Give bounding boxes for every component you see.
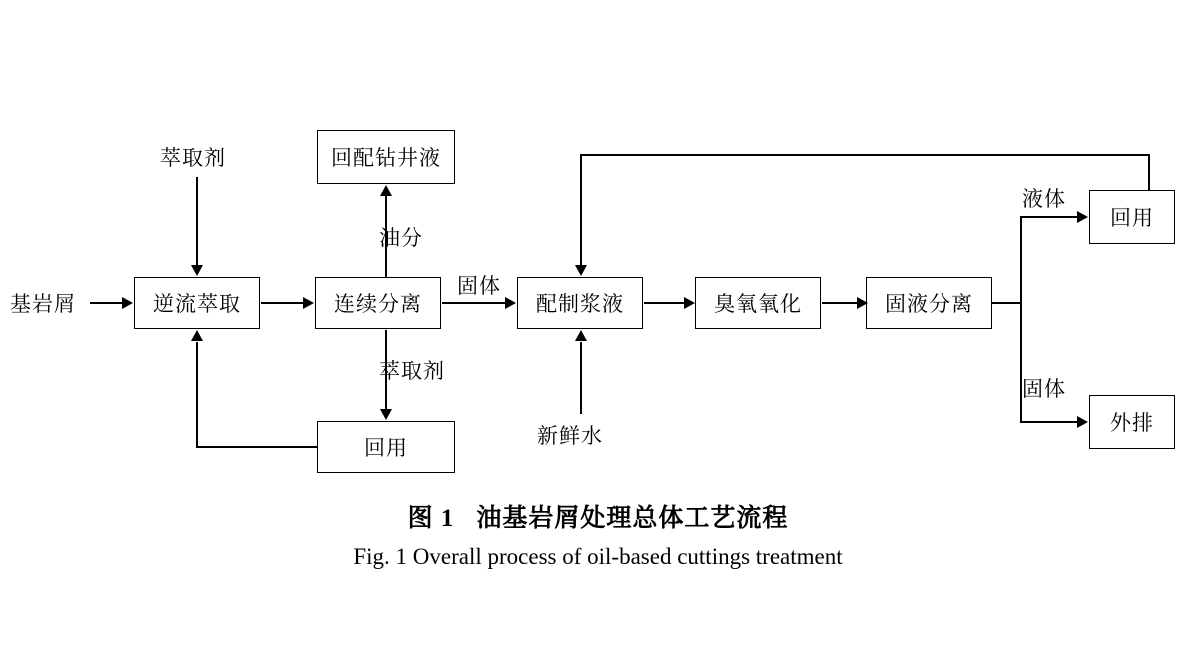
node-reuse-drilling-fluid xyxy=(317,130,455,184)
node-label: 回配钻井液 xyxy=(331,147,441,170)
arrowhead-ozone-to-separation xyxy=(857,297,868,309)
connector-liquid-to-reuse xyxy=(1020,216,1078,218)
connector-fresh-water xyxy=(580,342,582,414)
label-solids: 固体 xyxy=(457,275,501,298)
arrowhead-extractant-in xyxy=(191,265,203,276)
arrowhead-extraction-to-separation xyxy=(303,297,314,309)
label-liquid-out: 液体 xyxy=(1022,188,1066,211)
label-solid-out: 固体 xyxy=(1022,378,1066,401)
node-counter-current-extraction xyxy=(134,277,260,329)
figure-number: 图 1 xyxy=(407,505,455,532)
arrowhead-feed-to-extraction xyxy=(122,297,133,309)
connector-separation-out-stub xyxy=(992,302,1021,304)
node-solid-liquid-separation xyxy=(866,277,992,329)
node-label: 回用 xyxy=(364,437,408,460)
label-oil-fraction: 油分 xyxy=(379,227,423,250)
connector-recycle-down-to-slurry xyxy=(580,154,582,266)
node-label: 外排 xyxy=(1110,412,1154,435)
figure-caption-cn xyxy=(0,498,1196,534)
label-fresh-water: 新鲜水 xyxy=(537,425,603,448)
connector-slurry-to-ozone xyxy=(644,302,686,304)
connector-recycle-right-vertical xyxy=(1148,154,1150,191)
label-base-cuttings: 基岩屑 xyxy=(10,293,76,316)
label-extractant-in: 萃取剂 xyxy=(160,147,226,170)
connector-solid-to-discharge xyxy=(1020,421,1078,423)
arrowhead-slurry-to-ozone xyxy=(684,297,695,309)
node-label: 固液分离 xyxy=(885,293,973,316)
connector-feed-to-extraction xyxy=(90,302,123,304)
label-extractant-return: 萃取剂 xyxy=(379,360,445,383)
node-label: 配制浆液 xyxy=(536,293,624,316)
node-label: 逆流萃取 xyxy=(153,293,241,316)
arrowhead-solid-to-discharge xyxy=(1077,416,1088,428)
arrowhead-separation-to-reuse xyxy=(380,409,392,420)
node-reuse-extractant xyxy=(317,421,455,473)
arrowhead-oil-to-drilling-fluid xyxy=(380,185,392,196)
connector-reuse-to-extraction-vertical xyxy=(196,342,198,447)
node-slurry-preparation xyxy=(517,277,643,329)
arrowhead-liquid-to-reuse xyxy=(1077,211,1088,223)
node-continuous-separation xyxy=(315,277,441,329)
connector-solids-to-slurry xyxy=(442,302,506,304)
arrowhead-reuse-to-extraction xyxy=(191,330,203,341)
arrowhead-fresh-water xyxy=(575,330,587,341)
connector-extractant-in xyxy=(196,177,198,266)
connector-reuse-to-extraction-horizontal xyxy=(196,446,318,448)
node-discharge-solid xyxy=(1089,395,1175,449)
connector-recycle-top-horizontal xyxy=(580,154,1150,156)
node-reuse-liquid xyxy=(1089,190,1175,244)
connector-extraction-to-separation xyxy=(261,302,304,304)
node-label: 回用 xyxy=(1110,207,1154,230)
figure-caption-en: Fig. 1 Overall process of oil-based cuttings treatment xyxy=(353,544,843,569)
figure-title-cn: 油基岩屑处理总体工艺流程 xyxy=(476,505,789,532)
node-ozone-oxidation xyxy=(695,277,821,329)
node-label: 臭氧氧化 xyxy=(714,293,802,316)
arrowhead-recycle-to-slurry xyxy=(575,265,587,276)
node-label: 连续分离 xyxy=(334,293,422,316)
arrowhead-solids-to-slurry xyxy=(505,297,516,309)
